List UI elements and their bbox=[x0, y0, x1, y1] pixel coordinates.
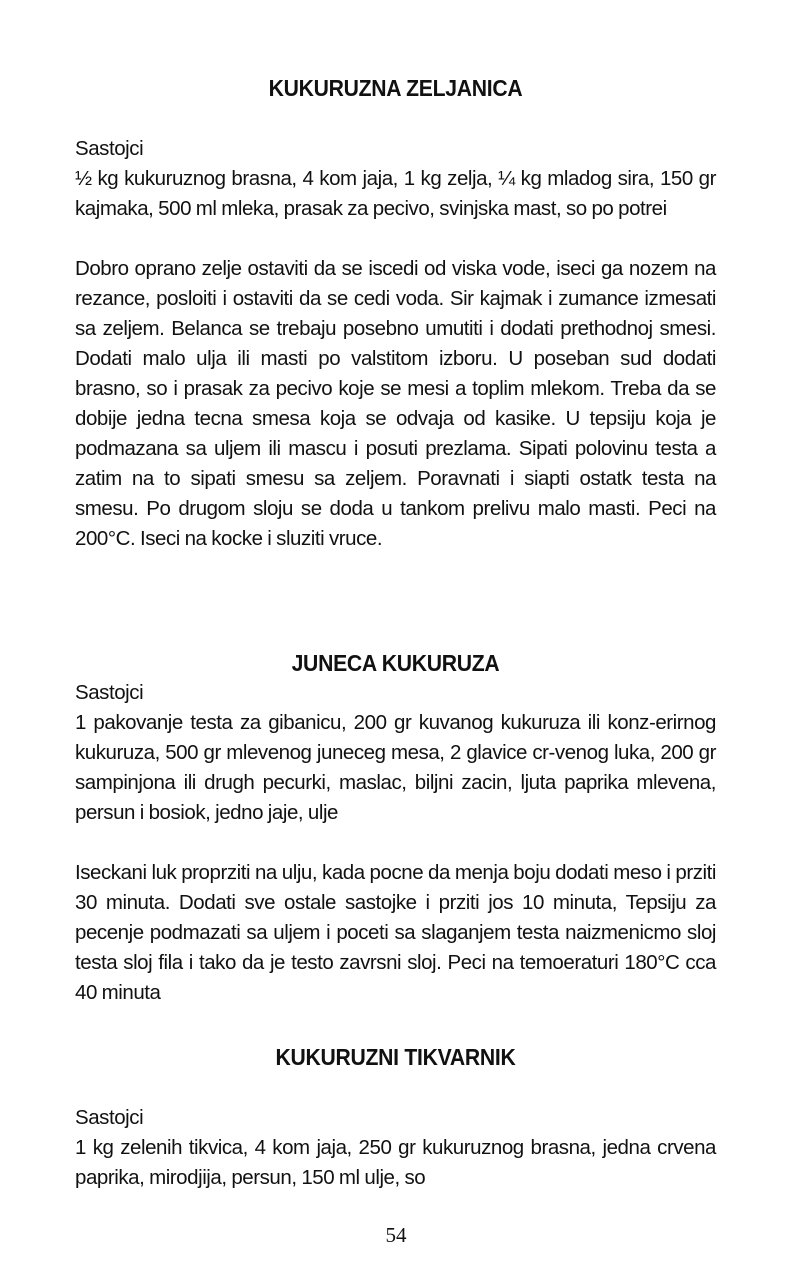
instructions-text: Dobro oprano zelje ostaviti da se iscedi od viska vode, iseci ga nozem na rezance, posloiti i ostaviti da se cedi voda. Sir kajmak i zumance izmesati sa zeljem. Belanca se trebaju posebno umutiti i dodati prethodnoj smesi. Dodati malo ulja ili masti po valstitom izboru. U poseban sud dodati brasno, so i prasak za pecivo koje se mesi a toplim mlekom. Treba da se dobije jedna tecna smesa koja se odvaja od kasike. U tepsiju koja je podmazana sa uljem ili mascu i posuti prezlama. Sipati polovinu testa a zatim na to sipati smesu sa zeljem. Poravnati i siapti ostatk testa na smesu. Po drugom sloju se doda u tankom prelivu malo masti. Peci na 200°C. Iseci na kocke i sluziti vruce. bbox=[75, 257, 716, 550]
recipe-body bbox=[75, 1103, 716, 1193]
page-number: 54 bbox=[385, 1223, 407, 1247]
recipe-body bbox=[75, 134, 716, 554]
ingredients-label: Sastojci bbox=[75, 681, 144, 704]
ingredients-label: Sastojci bbox=[75, 137, 144, 160]
recipe-body bbox=[75, 678, 716, 1008]
recipe-title: JUNECA KUKURUZA bbox=[291, 650, 500, 676]
recipe-title: KUKURUZNA ZELJANICA bbox=[268, 75, 523, 101]
ingredients-label: Sastojci bbox=[75, 1106, 144, 1129]
ingredients-text: ½ kg kukuruznog brasna, 4 kom jaja, 1 kg zelja, ¼ kg mladog sira, 150 gr kajmaka, 500 ml mleka, prasak za pecivo, svinjska mast, so po potrei bbox=[75, 167, 716, 220]
ingredients-text: 1 pakovanje testa za gibanicu, 200 gr kuvanog kukuruza ili konz-erirnog kukuruza, 500 gr mlevenog juneceg mesa, 2 glavice cr-venog luka, 200 gr sampinjona ili drugh pecurki, maslac, biljni zacin, ljuta paprika mlevena, persun i bosiok, jedno jaje, ulje bbox=[75, 711, 716, 824]
instructions-text: Iseckani luk proprziti na ulju, kada pocne da menja boju dodati meso i prziti 30 minuta. Dodati sve ostale sastojke i prziti jos 10 minuta, Tepsiju za pecenje podmazati sa uljem i poceti sa slaganjem testa naizmenicmo sloj testa sloj fila i tako da je testo zavrsni sloj. Peci na temoeraturi 180°C cca 40 minuta bbox=[75, 861, 716, 1004]
recipe-title: KUKURUZNI TIKVARNIK bbox=[275, 1044, 516, 1070]
ingredients-text: 1 kg zelenih tikvica, 4 kom jaja, 250 gr kukuruznog brasna, jedna crvena paprika, mirodjija, persun, 150 ml ulje, so bbox=[75, 1136, 716, 1189]
paragraph-spacer bbox=[75, 224, 716, 254]
paragraph-spacer bbox=[75, 828, 716, 858]
